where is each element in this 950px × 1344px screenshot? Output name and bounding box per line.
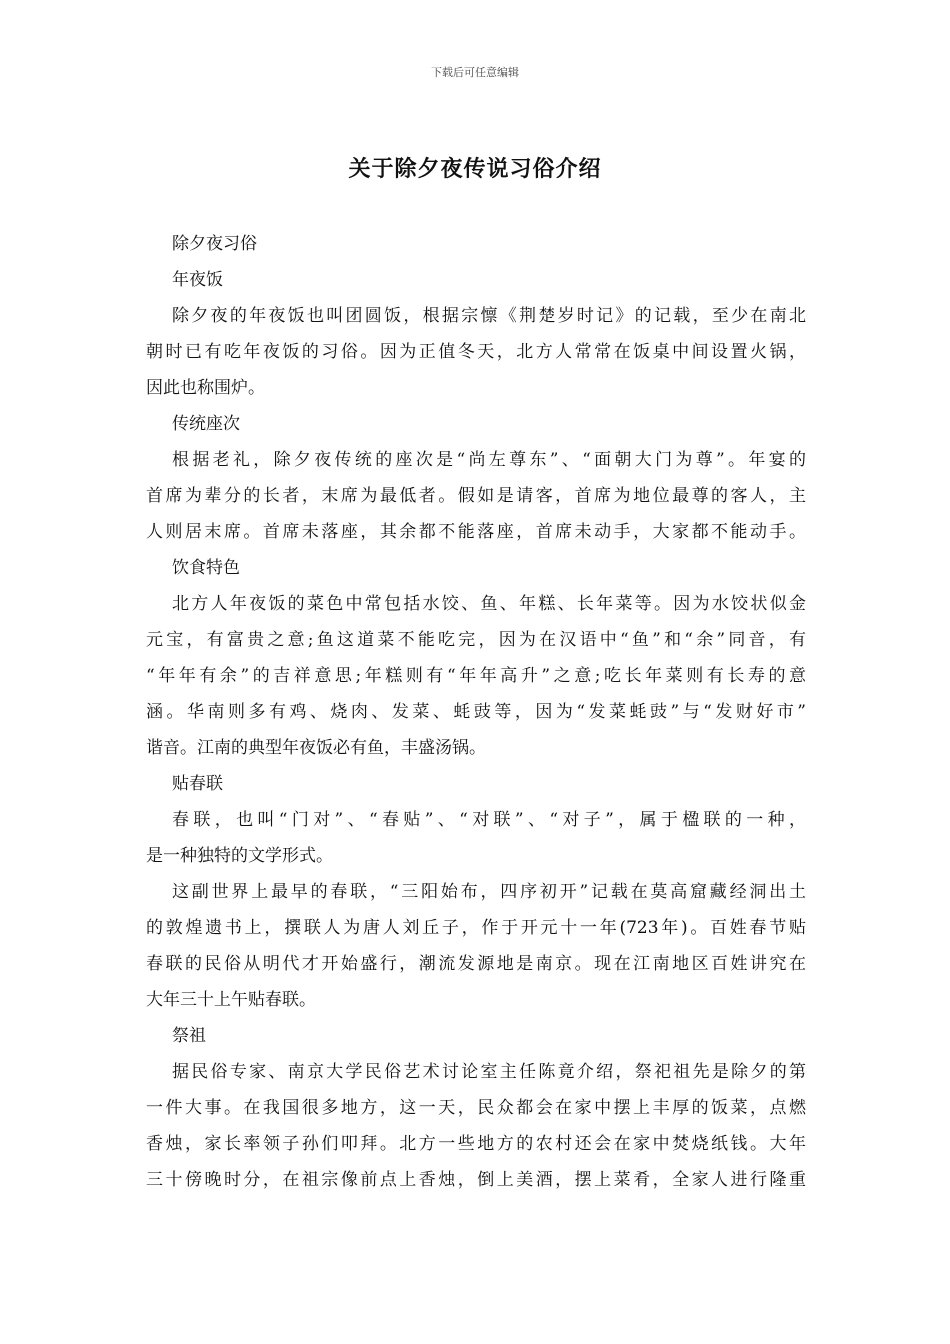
text-line: 这副世界上最早的春联，“三阳始布，四序初开”记载在莫高窟藏经洞出土 — [172, 882, 806, 902]
text-line: 三十傍晚时分，在祖宗像前点上香烛，倒上美酒，摆上菜肴，全家人进行隆重 — [146, 1170, 806, 1190]
text-line: 因此也称围炉。 — [146, 378, 265, 398]
text-line: 传统座次 — [172, 414, 240, 434]
text-line: 除夕夜习俗 — [172, 234, 257, 254]
text-line: 的敦煌遗书上，撰联人为唐人刘丘子，作于开元十一年(723年)。百姓春节贴 — [146, 918, 806, 938]
text-line: 饮食特色 — [172, 558, 240, 578]
text-line: 涵。华南则多有鸡、烧肉、发菜、蚝豉等，因为“发菜蚝豉”与“发财好市” — [146, 702, 806, 722]
text-line: 除夕夜的年夜饭也叫团圆饭，根据宗懔《荆楚岁时记》的记载，至少在南北 — [172, 306, 806, 326]
text-line: 朝时已有吃年夜饭的习俗。因为正值冬天，北方人常常在饭桌中间设置火锅， — [146, 342, 806, 362]
text-line: 香烛，家长率领子孙们叩拜。北方一些地方的农村还会在家中焚烧纸钱。大年 — [146, 1134, 806, 1154]
text-line: 祭祖 — [172, 1026, 206, 1046]
text-line: 首席为辈分的长者，末席为最低者。假如是请客，首席为地位最尊的客人，主 — [146, 486, 806, 506]
document-body — [146, 226, 806, 1198]
text-line: 根据老礼，除夕夜传统的座次是“尚左尊东”、“面朝大门为尊”。年宴的 — [172, 450, 806, 470]
text-line: 据民俗专家、南京大学民俗艺术讨论室主任陈竟介绍，祭祀祖先是除夕的第 — [172, 1062, 806, 1082]
text-line: 一件大事。在我国很多地方，这一天，民众都会在家中摆上丰厚的饭菜，点燃 — [146, 1098, 806, 1118]
text-line: 元宝，有富贵之意;鱼这道菜不能吃完，因为在汉语中“鱼”和“余”同音，有 — [146, 630, 806, 650]
text-line: 年夜饭 — [172, 270, 223, 290]
page-title: 关于除夕夜传说习俗介绍 — [348, 156, 602, 182]
text-line: “年年有余”的吉祥意思;年糕则有“年年高升”之意;吃长年菜则有长寿的意 — [146, 666, 806, 686]
text-line: 人则居末席。首席未落座，其余都不能落座，首席未动手，大家都不能动手。 — [146, 522, 806, 542]
text-line: 春联的民俗从明代才开始盛行，潮流发源地是南京。现在江南地区百姓讲究在 — [146, 954, 806, 974]
text-line: 大年三十上午贴春联。 — [146, 990, 316, 1010]
text-line: 贴春联 — [172, 774, 223, 794]
text-line: 是一种独特的文学形式。 — [146, 846, 333, 866]
header-note: 下载后可任意编辑 — [431, 66, 519, 79]
text-line: 北方人年夜饭的菜色中常包括水饺、鱼、年糕、长年菜等。因为水饺状似金 — [172, 594, 806, 614]
text-line: 春联，也叫“门对”、“春贴”、“对联”、“对子”，属于楹联的一种， — [172, 810, 806, 830]
text-line: 谐音。江南的典型年夜饭必有鱼，丰盛汤锅。 — [146, 738, 486, 758]
